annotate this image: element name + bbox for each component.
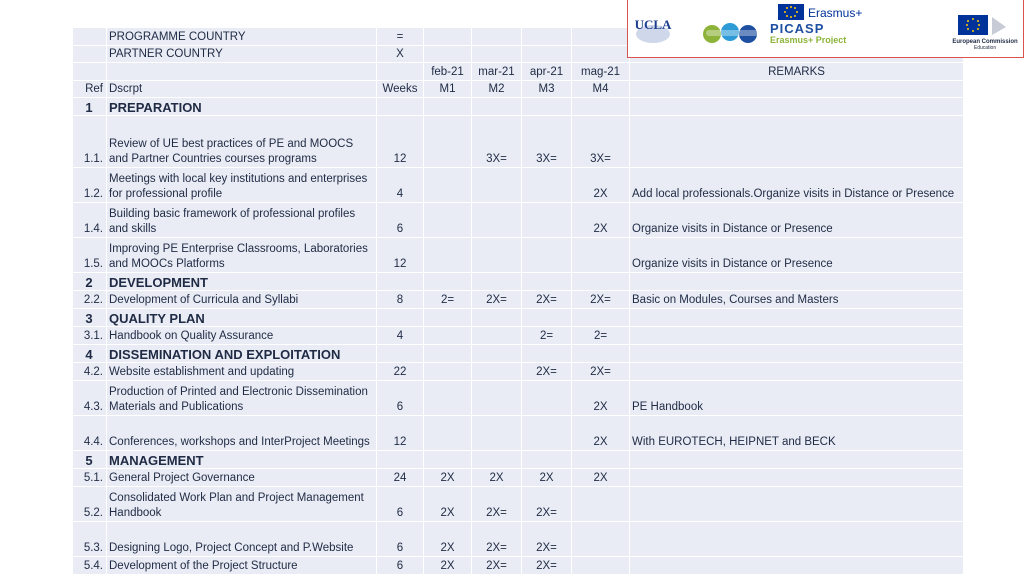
section-title: PREPARATION: [107, 98, 377, 116]
section-number: 1: [73, 98, 107, 116]
task-m1: [424, 116, 472, 168]
task-m3: 2X=: [522, 487, 572, 522]
section-title: MANAGEMENT: [107, 451, 377, 469]
task-m1: [424, 416, 472, 451]
milestone-m1: M1: [424, 81, 472, 98]
empty-cell: [630, 309, 964, 327]
section-row: [73, 309, 964, 327]
partner-country-label: PARTNER COUNTRY: [107, 46, 377, 63]
task-row: [73, 238, 964, 273]
erasmus-logo: [778, 3, 888, 21]
empty-cell: [472, 345, 522, 363]
task-m3: [522, 416, 572, 451]
milestone-m3: M3: [522, 81, 572, 98]
task-m2: 2X=: [472, 487, 522, 522]
ec-logo: [948, 13, 1022, 51]
section-number: 2: [73, 273, 107, 291]
task-row: [73, 203, 964, 238]
task-remarks: [630, 469, 964, 487]
task-ref: 4.4.: [73, 416, 107, 451]
task-row: [73, 327, 964, 345]
empty-cell: [424, 309, 472, 327]
task-m3: [522, 238, 572, 273]
task-m4: 2X=: [572, 291, 630, 309]
partner-country-mark: X: [377, 46, 424, 63]
task-m3: 2X=: [522, 291, 572, 309]
task-m1: 2X: [424, 487, 472, 522]
task-weeks: 12: [377, 116, 424, 168]
section-title: DEVELOPMENT: [107, 273, 377, 291]
empty-cell: [572, 98, 630, 116]
section-number: 3: [73, 309, 107, 327]
empty-cell: [630, 345, 964, 363]
task-m4: 2X: [572, 381, 630, 416]
task-description: Improving PE Enterprise Classrooms, Laboratories and MOOCs Platforms: [107, 238, 377, 273]
empty-cell: [572, 273, 630, 291]
section-number: 5: [73, 451, 107, 469]
task-ref: 5.4.: [73, 557, 107, 575]
task-m1: [424, 363, 472, 381]
task-remarks: [630, 522, 964, 557]
section-row: [73, 273, 964, 291]
task-m4: 2X: [572, 469, 630, 487]
task-m2: [472, 238, 522, 273]
header-row-months: [73, 63, 964, 81]
task-remarks: Organize visits in Distance or Presence: [630, 203, 964, 238]
picasp-title: PICASP: [770, 22, 825, 36]
empty-cell: [377, 309, 424, 327]
month-mag: mag-21: [572, 63, 630, 81]
task-description: Consolidated Work Plan and Project Management Handbook: [107, 487, 377, 522]
task-description: Building basic framework of professional profiles and skills: [107, 203, 377, 238]
task-m2: [472, 363, 522, 381]
task-m1: [424, 238, 472, 273]
task-m1: [424, 327, 472, 345]
task-m1: 2X: [424, 522, 472, 557]
task-remarks: Add local professionals.Organize visits in Distance or Presence: [630, 168, 964, 203]
task-remarks: Organize visits in Distance or Presence: [630, 238, 964, 273]
task-remarks: [630, 557, 964, 575]
section-title: DISSEMINATION AND EXPLOITATION: [107, 345, 377, 363]
task-row: [73, 363, 964, 381]
task-m1: 2X: [424, 557, 472, 575]
task-m3: [522, 381, 572, 416]
task-m3: [522, 203, 572, 238]
empty-cell: [522, 273, 572, 291]
task-remarks: PE Handbook: [630, 381, 964, 416]
section-row: [73, 98, 964, 116]
task-row: [73, 557, 964, 575]
task-description: Handbook on Quality Assurance: [107, 327, 377, 345]
picasp-subtitle: Erasmus+ Project: [770, 35, 847, 44]
task-m3: 2X=: [522, 557, 572, 575]
task-ref: 2.2.: [73, 291, 107, 309]
section-title: QUALITY PLAN: [107, 309, 377, 327]
task-remarks: With EUROTECH, HEIPNET and BECK: [630, 416, 964, 451]
task-m1: [424, 168, 472, 203]
empty-cell: [424, 345, 472, 363]
task-weeks: 24: [377, 469, 424, 487]
task-remarks: [630, 487, 964, 522]
milestone-m4: M4: [572, 81, 630, 98]
task-ref: 1.4.: [73, 203, 107, 238]
task-row: [73, 291, 964, 309]
task-m3: [522, 168, 572, 203]
task-weeks: 6: [377, 203, 424, 238]
empty-cell: [572, 309, 630, 327]
task-m2: 2X=: [472, 522, 522, 557]
ref-header: Ref: [73, 81, 107, 98]
task-remarks: [630, 116, 964, 168]
task-m1: [424, 203, 472, 238]
empty-cell: [572, 451, 630, 469]
task-remarks: [630, 327, 964, 345]
task-m4: [572, 238, 630, 273]
task-ref: 4.3.: [73, 381, 107, 416]
task-m2: 2X=: [472, 557, 522, 575]
task-m3: 2X=: [522, 522, 572, 557]
task-row: [73, 168, 964, 203]
task-m2: 2X: [472, 469, 522, 487]
month-apr: apr-21: [522, 63, 572, 81]
empty-cell: [630, 273, 964, 291]
empty-cell: [522, 98, 572, 116]
ec-text-line1: European Commission: [952, 39, 1018, 45]
empty-cell: [472, 309, 522, 327]
empty-cell: [424, 451, 472, 469]
task-m3: 2X: [522, 469, 572, 487]
task-m1: 2=: [424, 291, 472, 309]
section-row: [73, 451, 964, 469]
task-ref: 3.1.: [73, 327, 107, 345]
empty-cell: [522, 451, 572, 469]
task-m2: 3X=: [472, 116, 522, 168]
empty-cell: [630, 451, 964, 469]
task-remarks: [630, 363, 964, 381]
ucla-logo: [633, 14, 673, 44]
task-weeks: 4: [377, 327, 424, 345]
task-row: [73, 469, 964, 487]
task-row: [73, 116, 964, 168]
task-description: Conferences, workshops and InterProject Meetings: [107, 416, 377, 451]
task-description: Production of Printed and Electronic Dissemination Materials and Publications: [107, 381, 377, 416]
task-ref: 1.2.: [73, 168, 107, 203]
empty-cell: [377, 98, 424, 116]
task-m2: 2X=: [472, 291, 522, 309]
task-ref: 1.1.: [73, 116, 107, 168]
programme-country-mark: =: [377, 28, 424, 46]
empty-cell: [472, 451, 522, 469]
empty-cell: [522, 309, 572, 327]
task-m2: [472, 203, 522, 238]
task-description: Development of the Project Structure: [107, 557, 377, 575]
empty-cell: [630, 98, 964, 116]
task-weeks: 8: [377, 291, 424, 309]
task-weeks: 4: [377, 168, 424, 203]
month-mar: mar-21: [472, 63, 522, 81]
empty-cell: [424, 98, 472, 116]
task-m3: 2X=: [522, 363, 572, 381]
task-m2: [472, 168, 522, 203]
header-row-columns: [73, 81, 964, 98]
section-number: 4: [73, 345, 107, 363]
empty-cell: [377, 273, 424, 291]
task-weeks: 6: [377, 522, 424, 557]
task-row: [73, 381, 964, 416]
task-m2: [472, 381, 522, 416]
workplan-table: [72, 27, 964, 575]
task-weeks: 12: [377, 416, 424, 451]
task-weeks: 6: [377, 381, 424, 416]
weeks-header: Weeks: [377, 81, 424, 98]
task-remarks: Basic on Modules, Courses and Masters: [630, 291, 964, 309]
task-row: [73, 522, 964, 557]
task-weeks: 6: [377, 487, 424, 522]
task-m3: 3X=: [522, 116, 572, 168]
task-ref: 4.2.: [73, 363, 107, 381]
logo-panel: [627, 0, 1024, 58]
empty-cell: [472, 273, 522, 291]
empty-cell: [572, 345, 630, 363]
task-m4: 2X: [572, 168, 630, 203]
task-description: Meetings with local key institutions and enterprises for professional profile: [107, 168, 377, 203]
ec-text-line2: Education: [973, 45, 997, 51]
task-ref: 5.3.: [73, 522, 107, 557]
puzzle-logo: [700, 20, 766, 46]
task-weeks: 6: [377, 557, 424, 575]
task-m4: [572, 522, 630, 557]
task-weeks: 12: [377, 238, 424, 273]
task-m4: 2X: [572, 203, 630, 238]
task-row: [73, 416, 964, 451]
empty-cell: [522, 345, 572, 363]
empty-cell: [377, 345, 424, 363]
empty-cell: [377, 451, 424, 469]
remarks-header: REMARKS: [630, 63, 964, 81]
section-row: [73, 345, 964, 363]
task-m4: [572, 487, 630, 522]
task-description: Designing Logo, Project Concept and P.Website: [107, 522, 377, 557]
empty-cell: [472, 98, 522, 116]
task-m3: 2=: [522, 327, 572, 345]
task-m2: [472, 416, 522, 451]
ucla-logo-text: UCLA: [634, 17, 672, 32]
erasmus-text: Erasmus+: [808, 6, 863, 20]
task-m4: [572, 557, 630, 575]
desc-header: Dscrpt: [107, 81, 377, 98]
programme-country-label: PROGRAMME COUNTRY: [107, 28, 377, 46]
task-weeks: 22: [377, 363, 424, 381]
task-m4: 2X: [572, 416, 630, 451]
task-m2: [472, 327, 522, 345]
task-description: Website establishment and updating: [107, 363, 377, 381]
month-feb: feb-21: [424, 63, 472, 81]
picasp-logo: [768, 22, 928, 44]
task-m4: 2X=: [572, 363, 630, 381]
task-ref: 5.2.: [73, 487, 107, 522]
task-m1: [424, 381, 472, 416]
task-row: [73, 487, 964, 522]
task-m4: 2=: [572, 327, 630, 345]
task-description: General Project Governance: [107, 469, 377, 487]
task-ref: 5.1.: [73, 469, 107, 487]
task-m4: 3X=: [572, 116, 630, 168]
task-description: Development of Curricula and Syllabi: [107, 291, 377, 309]
milestone-m2: M2: [472, 81, 522, 98]
empty-cell: [424, 273, 472, 291]
task-description: Review of UE best practices of PE and MOOCS and Partner Countries courses programs: [107, 116, 377, 168]
task-m1: 2X: [424, 469, 472, 487]
task-ref: 1.5.: [73, 238, 107, 273]
